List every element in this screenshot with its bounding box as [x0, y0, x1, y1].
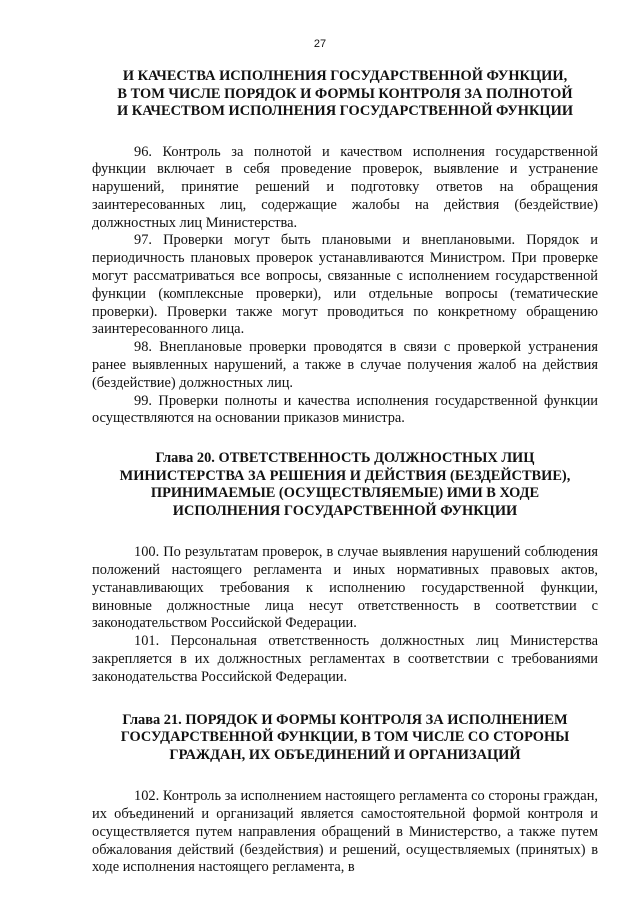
document-body [92, 68, 598, 877]
paragraph-98: 98. Внеплановые проверки проводятся в связи с проверкой устранения ранее выявленных нарушений, а также в случае получения жалоб на действия (бездействие) должностных лиц. [92, 339, 598, 391]
heading-line: В ТОМ ЧИСЛЕ ПОРЯДОК И ФОРМЫ КОНТРОЛЯ ЗА ПОЛНОТОЙ [117, 85, 573, 102]
chapter-20-heading [92, 450, 598, 520]
page-number: 27 [313, 38, 327, 50]
paragraph-97: 97. Проверки могут быть плановыми и внеплановыми. Порядок и периодичность плановых проверок устанавливаются Министром. При проверке могут рассматриваться все вопросы, связанные с исполнением государственной функции (комплексные проверки), или отдельные вопросы (тематические проверки). Проверки также могут проводиться по конкретному обращению заинтересованного лица. [92, 232, 598, 338]
paragraph-100: 100. По результатам проверок, в случае выявления нарушений соблюдения положений настоящего регламента и иных нормативных правовых актов, устанавливающих требования к исполнению государственной функции, виновные должностные лица несут ответственность в соответствии с законодательством Российской Федерации. [92, 544, 598, 632]
heading-line: ГРАЖДАН, ИХ ОБЪЕДИНЕНИЙ И ОРГАНИЗАЦИЙ [169, 746, 521, 763]
paragraph-99: 99. Проверки полноты и качества исполнения государственной функции осуществляются на основании приказов министра. [92, 392, 598, 427]
paragraph-102: 102. Контроль за исполнением настоящего регламента со стороны граждан, их объединений и организаций является самостоятельной формой контроля и осуществляется путем направления обращений в Министерство, а также путем обжалования действий (бездействия) и решений, осуществляемых (принятых) в ходе исполнения настоящего регламента, в [92, 788, 598, 876]
section-heading-quality-control [92, 68, 598, 121]
heading-line: И КАЧЕСТВОМ ИСПОЛНЕНИЯ ГОСУДАРСТВЕННОЙ ФУНКЦИИ [116, 103, 574, 119]
heading-line: ИСПОЛНЕНИЯ ГОСУДАРСТВЕННОЙ ФУНКЦИИ [172, 502, 518, 519]
heading-line: ГОСУДАРСТВЕННОЙ ФУНКЦИИ, В ТОМ ЧИСЛЕ СО СТОРОНЫ [120, 729, 570, 746]
heading-line: И КАЧЕСТВА ИСПОЛНЕНИЯ ГОСУДАРСТВЕННОЙ ФУНКЦИИ, [122, 68, 568, 84]
heading-line: ПРИНИМАЕМЫЕ (ОСУЩЕСТВЛЯЕМЫЕ) ИМИ В ХОДЕ [150, 485, 540, 502]
paragraph-96: 96. Контроль за полнотой и качеством исполнения государственной функции включает в себя проведение проверок, выявление и устранение нарушений, принятие решений и подготовку ответов на обращения заинтересованных лиц, содержащие жалобы на действия (бездействие) должностных лиц Министерства. [92, 143, 598, 231]
chapter-21-heading [92, 712, 598, 765]
heading-line: Глава 21. ПОРЯДОК И ФОРМЫ КОНТРОЛЯ ЗА ИСПОЛНЕНИЕМ [122, 711, 568, 728]
heading-line: МИНИСТЕРСТВА ЗА РЕШЕНИЯ И ДЕЙСТВИЯ (БЕЗДЕЙСТВИЕ), [119, 467, 571, 484]
heading-line: Глава 20. ОТВЕТСТВЕННОСТЬ ДОЛЖНОСТНЫХ ЛИЦ [155, 450, 535, 467]
paragraph-101: 101. Персональная ответственность должностных лиц Министерства закрепляется в их должностных регламентах в соответствии с требованиями законодательства Российской Федерации. [92, 633, 598, 685]
